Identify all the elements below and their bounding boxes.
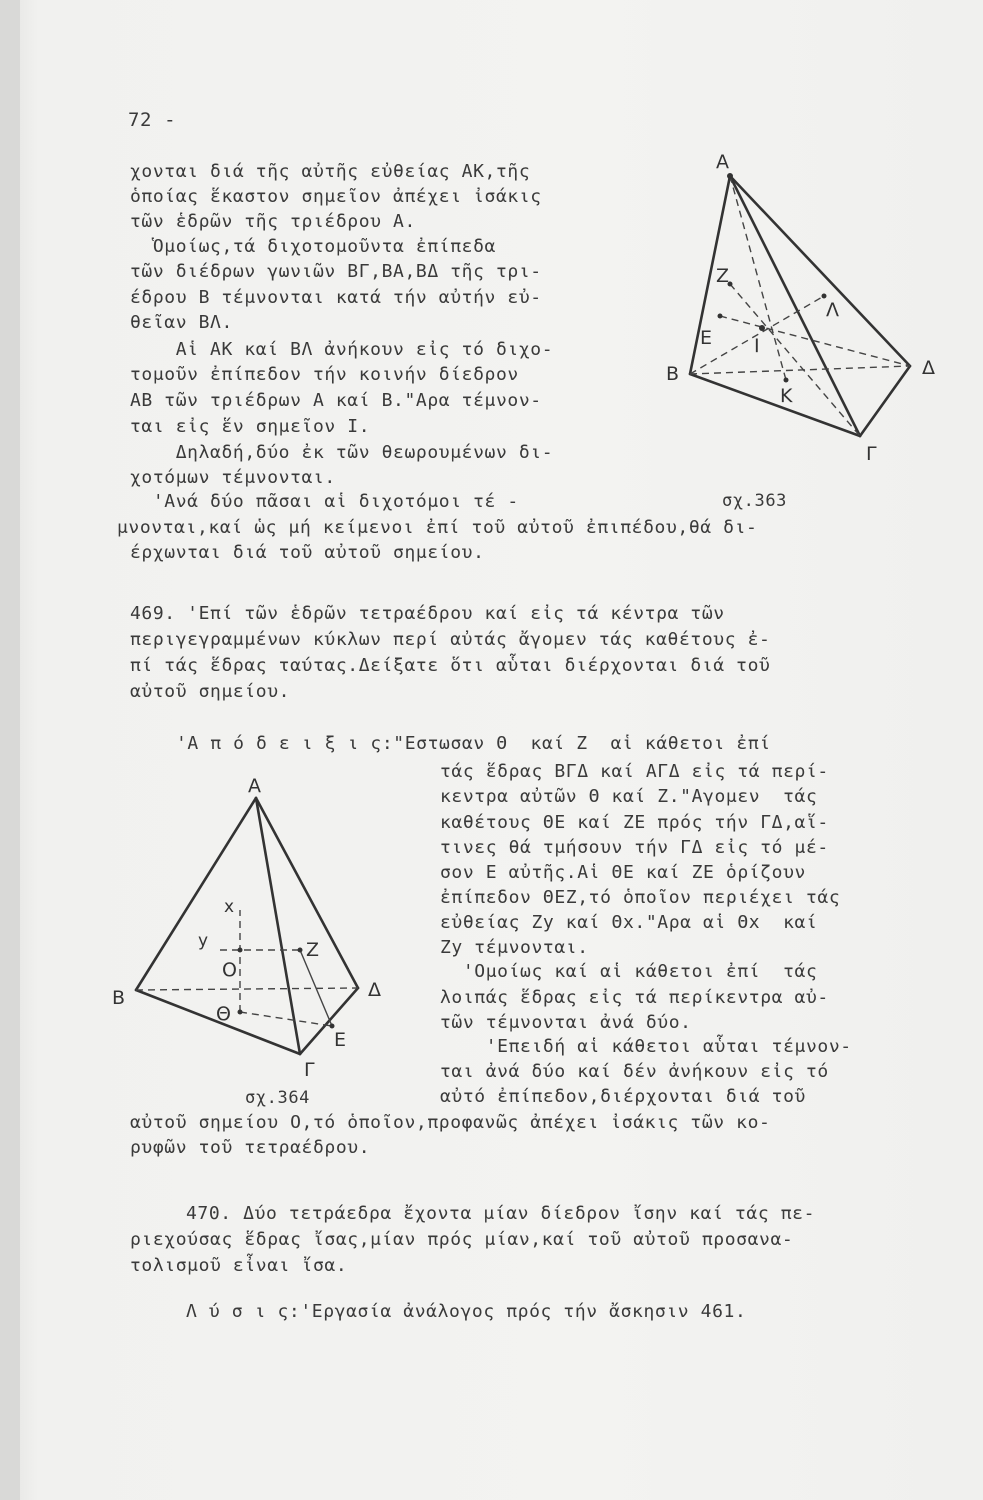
text-line: λοιπάς ἕδρας εἰς τά περίκεντρα αὐ- bbox=[440, 987, 829, 1008]
text-line: χοτόμων τέμνονται. bbox=[130, 467, 336, 488]
label-TH: Θ bbox=[216, 1003, 231, 1025]
text-line: ἐπίπεδον ΘΕΖ,τό ὁποῖον περιέχει τάς bbox=[440, 887, 841, 908]
text-line: τῶν διέδρων γωνιῶν ΒΓ,ΒΑ,ΒΔ τῆς τρι- bbox=[130, 261, 542, 282]
text-line: έρχωνται διά τοῦ αὐτοῦ σημείου. bbox=[130, 542, 485, 563]
text-line: έδρου Β τέμνονται κατά τήν αὐτήν εὐ- bbox=[130, 287, 542, 308]
text-line: θεῖαν ΒΛ. bbox=[130, 312, 233, 333]
text-line: Λ ύ σ ι ς:'Εργασία ἀνάλογος πρός τήν ἄσκησιν 461. bbox=[186, 1301, 747, 1322]
label-G: Γ bbox=[866, 443, 877, 465]
text-line: σον Ε αὐτῆς.Αἱ ΘΕ καί ΖΕ ὁρίζουν bbox=[440, 862, 806, 883]
text-line: περιγεγραμμένων κύκλων περί αὐτάς ἄγομεν τάς καθέτους ἐ- bbox=[130, 629, 771, 650]
page-number: 72 - bbox=[128, 109, 177, 131]
text-line: τῶν ἑδρῶν τῆς τριέδρου Α. bbox=[130, 211, 416, 232]
label-E: Ε bbox=[334, 1029, 347, 1051]
label-K: Κ bbox=[780, 385, 793, 407]
text-line: αὐτοῦ σημείου Ο,τό ὁποῖον,προφανῶς ἀπέχει ἰσάκις τῶν κο- bbox=[130, 1112, 771, 1133]
label-D: Δ bbox=[922, 357, 935, 379]
text-line: αὐτό ἐπίπεδον,διέρχονται διά τοῦ bbox=[440, 1086, 806, 1107]
text-line: εὐθείας Ζy καί Θx."Αρα αἱ Θx καί bbox=[440, 912, 818, 933]
label-x: x bbox=[224, 897, 235, 917]
text-line: 'Ανά δύο πᾶσαι αἱ διχοτόμοι τέ - bbox=[130, 491, 519, 512]
text-line: 469. 'Επί τῶν ἑδρῶν τετραέδρου καί εἰς τά κέντρα τῶν bbox=[130, 603, 725, 624]
text-line: χονται διά τῆς αὐτῆς εὐθείας ΑΚ,τῆς bbox=[130, 161, 531, 182]
label-G: Γ bbox=[304, 1059, 315, 1080]
text-line: μνονται,καί ὡς μή κείμενοι ἐπί τοῦ αὐτοῦ ἐπιπέδου,θά δι- bbox=[117, 517, 758, 538]
label-O: Ο bbox=[222, 959, 237, 981]
text-line: 'Ομοίως καί αἱ κάθετοι ἐπί τάς bbox=[440, 961, 818, 982]
label-Z: Ζ bbox=[306, 939, 320, 961]
text-line: Δηλαδή,δύο ἐκ τῶν θεωρουμένων δι- bbox=[130, 442, 554, 463]
text-line: καθέτους ΘΕ καί ΖΕ πρός τήν ΓΔ,αἵ- bbox=[440, 812, 829, 833]
label-E: Ε bbox=[700, 327, 713, 349]
label-y: y bbox=[198, 931, 209, 951]
figure-363-tetrahedron bbox=[660, 148, 960, 468]
label-I: Ι bbox=[754, 335, 760, 357]
label-A: Α bbox=[716, 151, 729, 173]
figure-364-tetrahedron bbox=[100, 770, 430, 1080]
figure-caption-363: σχ.363 bbox=[722, 491, 788, 511]
text-line: τολισμοῦ εἶναι ἴσα. bbox=[130, 1255, 348, 1276]
text-line: 'Επειδή αἱ κάθετοι αὗται τέμνον- bbox=[440, 1036, 852, 1057]
text-line: ΑΒ τῶν τριέδρων Α καί Β."Αρα τέμνον- bbox=[130, 390, 542, 411]
text-line: τομοῦν ἐπίπεδον τήν κοινήν δίεδρον bbox=[130, 364, 519, 385]
text-line: ται ἀνά δύο καί δέν ἀνήκουν εἰς τό bbox=[440, 1061, 829, 1082]
text-line: 'Α π ό δ ε ι ξ ι ς:"Εστωσαν Θ καί Ζ αἱ κάθετοι ἐπί bbox=[176, 733, 771, 754]
text-line: ται εἰς ἕν σημεῖον Ι. bbox=[130, 416, 371, 437]
text-line: Ὁμοίως,τά διχοτομοῦντα ἐπίπεδα bbox=[130, 236, 496, 257]
text-line: ρυφῶν τοῦ τετραέδρου. bbox=[130, 1137, 371, 1158]
text-line: πί τάς ἕδρας ταύτας.Δείξατε ὅτι αὗται διέρχονται διά τοῦ bbox=[130, 655, 771, 676]
text-line: ριεχούσας ἕδρας ἴσας,μίαν πρός μίαν,καί τοῦ αὐτοῦ προσανα- bbox=[130, 1229, 794, 1250]
text-line: τῶν τέμνονται ἀνά δύο. bbox=[440, 1012, 692, 1033]
text-line: τινες θά τμήσουν τήν ΓΔ εἰς τό μέ- bbox=[440, 837, 829, 858]
text-line: κεντρα αὐτῶν Θ καί Ζ."Αγομεν τάς bbox=[440, 786, 818, 807]
text-line: τάς ἕδρας ΒΓΔ καί ΑΓΔ εἰς τά περί- bbox=[440, 761, 829, 782]
figure-caption-364: σχ.364 bbox=[245, 1088, 311, 1108]
text-line: Αἱ ΑΚ καί ΒΛ ἀνήκουν εἰς τό διχο- bbox=[130, 339, 554, 360]
text-line: Ζy τέμνονται. bbox=[440, 937, 589, 958]
text-line: ὁποίας ἕκαστον σημεῖον ἀπέχει ἰσάκις bbox=[130, 186, 542, 207]
label-B: Β bbox=[112, 987, 126, 1009]
label-L: Λ bbox=[826, 299, 839, 321]
page-edge-shadow bbox=[0, 0, 20, 1500]
label-D: Δ bbox=[368, 979, 381, 1001]
text-line: 470. Δύο τετράεδρα ἔχοντα μίαν δίεδρον ἴσην καί τάς πε- bbox=[186, 1203, 816, 1224]
text-line: αὐτοῦ σημείου. bbox=[130, 681, 291, 702]
label-Z: Ζ bbox=[716, 265, 730, 287]
label-B: Β bbox=[666, 363, 680, 385]
label-A: Α bbox=[248, 775, 261, 797]
